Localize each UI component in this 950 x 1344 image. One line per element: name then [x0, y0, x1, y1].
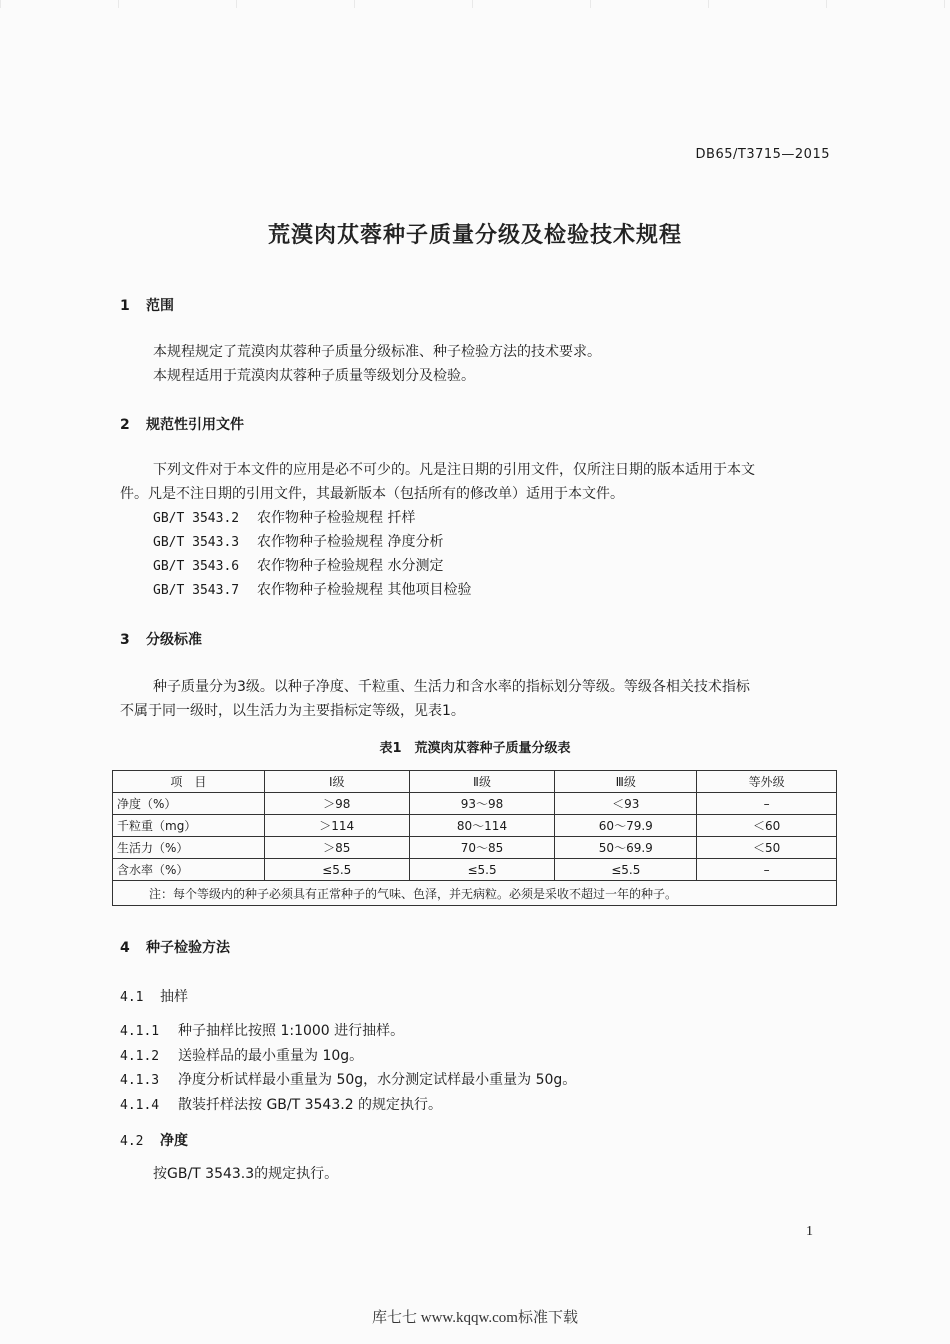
reference-code: GB/T 3543.7 [153, 583, 240, 598]
section-4-heading [120, 937, 230, 957]
reference-item [153, 506, 415, 531]
table-cell: 93～98 [409, 793, 555, 815]
table-cell: ＜50 [697, 837, 837, 859]
section-3-heading [120, 629, 202, 649]
table-cell: 70～85 [409, 837, 555, 859]
paragraph: 不属于同一级时，以生活力为主要指标定等级，见表1。 [120, 703, 465, 719]
clause-text: 净度分析试样最小重量为 50g，水分测定试样最小重量为 50g。 [178, 1072, 577, 1088]
paragraph: 下列文件对于本文件的应用是必不可少的。凡是注日期的引用文件，仅所注日期的版本适用于本文 [153, 462, 755, 478]
table-cell: 50～69.9 [555, 837, 697, 859]
clause-text: 种子抽样比按照 1:1000 进行抽样。 [178, 1023, 405, 1039]
clause-text: 送验样品的最小重量为 10g。 [178, 1048, 364, 1064]
clause-item [120, 1020, 404, 1040]
section-title: 种子检验方法 [146, 940, 230, 956]
section-2-heading [120, 414, 244, 434]
clause-number: 4.1.1 [120, 1024, 160, 1039]
table-caption: 表1 荒漠肉苁蓉种子质量分级表 [379, 741, 571, 756]
reference-item [153, 554, 443, 579]
reference-code: GB/T 3543.3 [153, 535, 240, 550]
reference-code: GB/T 3543.2 [153, 511, 240, 526]
table-row [113, 859, 837, 881]
table-cell: ≤5.5 [264, 859, 409, 881]
table-cell: 80～114 [409, 815, 555, 837]
table-cell: ＜93 [555, 793, 697, 815]
standard-code: DB65/T3715—2015 [695, 147, 830, 162]
subsection-number: 4.1 [120, 990, 144, 1005]
reference-title: 农作物种子检验规程 净度分析 [257, 534, 444, 550]
table-header-cell: Ⅰ级 [264, 771, 409, 793]
section-number: 4 [120, 940, 130, 956]
table-row [113, 793, 837, 815]
paragraph: 种子质量分为3级。以种子净度、千粒重、生活力和含水率的指标划分等级。等级各相关技术指标 [153, 679, 750, 695]
table-cell: 千粒重（mg） [113, 815, 265, 837]
subsection-4-2-heading [120, 1130, 188, 1150]
section-1-heading [120, 295, 174, 315]
reference-item [153, 578, 471, 603]
clause-number: 4.1.4 [120, 1098, 160, 1113]
table-row [113, 837, 837, 859]
table-header-row [113, 771, 837, 793]
table-cell: – [697, 859, 837, 881]
table-note-row [113, 881, 837, 906]
table-cell: 含水率（%） [113, 859, 265, 881]
paragraph: 件。凡是不注日期的引用文件，其最新版本（包括所有的修改单）适用于本文件。 [120, 486, 624, 502]
table-header-cell: Ⅱ级 [409, 771, 555, 793]
paragraph: 按GB/T 3543.3的规定执行。 [153, 1166, 339, 1182]
subsection-title: 抽样 [160, 989, 188, 1005]
section-number: 1 [120, 298, 130, 314]
grade-table [112, 770, 837, 906]
table-header-cell: 项 目 [113, 771, 265, 793]
footer-watermark: 库七七 www.kqqw.com标准下载 [372, 1310, 578, 1326]
section-title: 范围 [146, 298, 174, 314]
section-title: 分级标准 [146, 632, 202, 648]
table-cell: ≤5.5 [555, 859, 697, 881]
clause-number: 4.1.2 [120, 1049, 160, 1064]
page-number: 1 [806, 1224, 813, 1239]
table-cell: 净度（%） [113, 793, 265, 815]
subsection-title: 净度 [160, 1133, 188, 1149]
table-cell: ＞85 [264, 837, 409, 859]
table-cell: 60～79.9 [555, 815, 697, 837]
paragraph: 本规程规定了荒漠肉苁蓉种子质量分级标准、种子检验方法的技术要求。 [153, 344, 601, 360]
section-number: 3 [120, 632, 130, 648]
reference-title: 农作物种子检验规程 水分测定 [257, 558, 444, 574]
clause-item [120, 1045, 363, 1065]
reference-code: GB/T 3543.6 [153, 559, 240, 574]
scan-edge-marks [0, 0, 950, 8]
table-note: 注：每个等级内的种子必须具有正常种子的气味、色泽，并无病粒。必须是采收不超过一年的种子。 [113, 881, 837, 906]
document-title: 荒漠肉苁蓉种子质量分级及检验技术规程 [267, 223, 682, 248]
table-row [113, 815, 837, 837]
clause-number: 4.1.3 [120, 1073, 160, 1088]
clause-item [120, 1069, 576, 1089]
subsection-4-1-heading [120, 986, 188, 1006]
subsection-number: 4.2 [120, 1134, 144, 1149]
table-cell: – [697, 793, 837, 815]
paragraph: 本规程适用于荒漠肉苁蓉种子质量等级划分及检验。 [153, 368, 475, 384]
table-cell: ＞114 [264, 815, 409, 837]
clause-item [120, 1094, 442, 1114]
reference-title: 农作物种子检验规程 扦样 [257, 510, 416, 526]
table-cell: ＞98 [264, 793, 409, 815]
reference-title: 农作物种子检验规程 其他项目检验 [257, 582, 472, 598]
table-cell: 生活力（%） [113, 837, 265, 859]
section-title: 规范性引用文件 [146, 417, 244, 433]
reference-item [153, 530, 443, 555]
table-cell: ＜60 [697, 815, 837, 837]
clause-text: 散装扦样法按 GB/T 3543.2 的规定执行。 [178, 1097, 443, 1113]
table-header-cell: Ⅲ级 [555, 771, 697, 793]
table-cell: ≤5.5 [409, 859, 555, 881]
table-header-cell: 等外级 [697, 771, 837, 793]
section-number: 2 [120, 417, 130, 433]
